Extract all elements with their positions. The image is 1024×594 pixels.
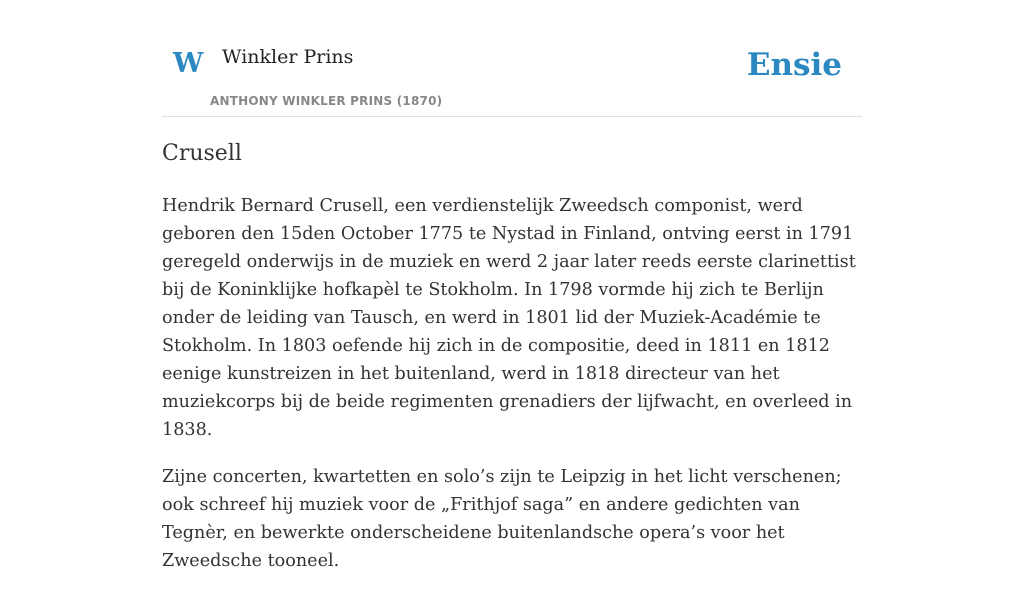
ensie-logo[interactable]: Ensie	[746, 47, 842, 83]
article-title: Crusell	[162, 141, 242, 166]
source-header	[162, 0, 862, 117]
article-paragraph: Hendrik Bernard Crusell, een verdienstelijk Zweedsch componist, werd geboren den 15den October 1775 te Nystad in Finland, ontving eerst in 1791 geregeld onderwijs in de muziek en werd 2 jaar later reeds eerste clarinettist bij de Koninklijke hofkapèl te Stokholm. In 1798 vormde hij zich te Berlijn onder de leiding van Tausch, en werd in 1801 lid der Muziek-Académie te Stokholm. In 1803 oefende hij zich in de compositie, deed in 1811 en 1812 eenige kunstreizen in het buitenland, werd in 1818 directeur van het muziekcorps bij de beide regimenten grenadiers der lijfwacht, en overleed in 1838.	[162, 196, 856, 440]
source-logo-icon[interactable]: W	[173, 48, 204, 79]
article-body	[162, 192, 864, 594]
article-paragraph: Zijne concerten, kwartetten en solo’s zijn te Leipzig in het licht verschenen; ook schreef hij muziek voor de „Frithjof saga” en andere gedichten van Tegnèr, en bewerkte onderscheidene buitenlandsche opera’s voor het Zweedsche tooneel.	[162, 467, 842, 571]
source-author: ANTHONY WINKLER PRINS (1870)	[210, 94, 443, 108]
source-title[interactable]: Winkler Prins	[222, 46, 354, 68]
